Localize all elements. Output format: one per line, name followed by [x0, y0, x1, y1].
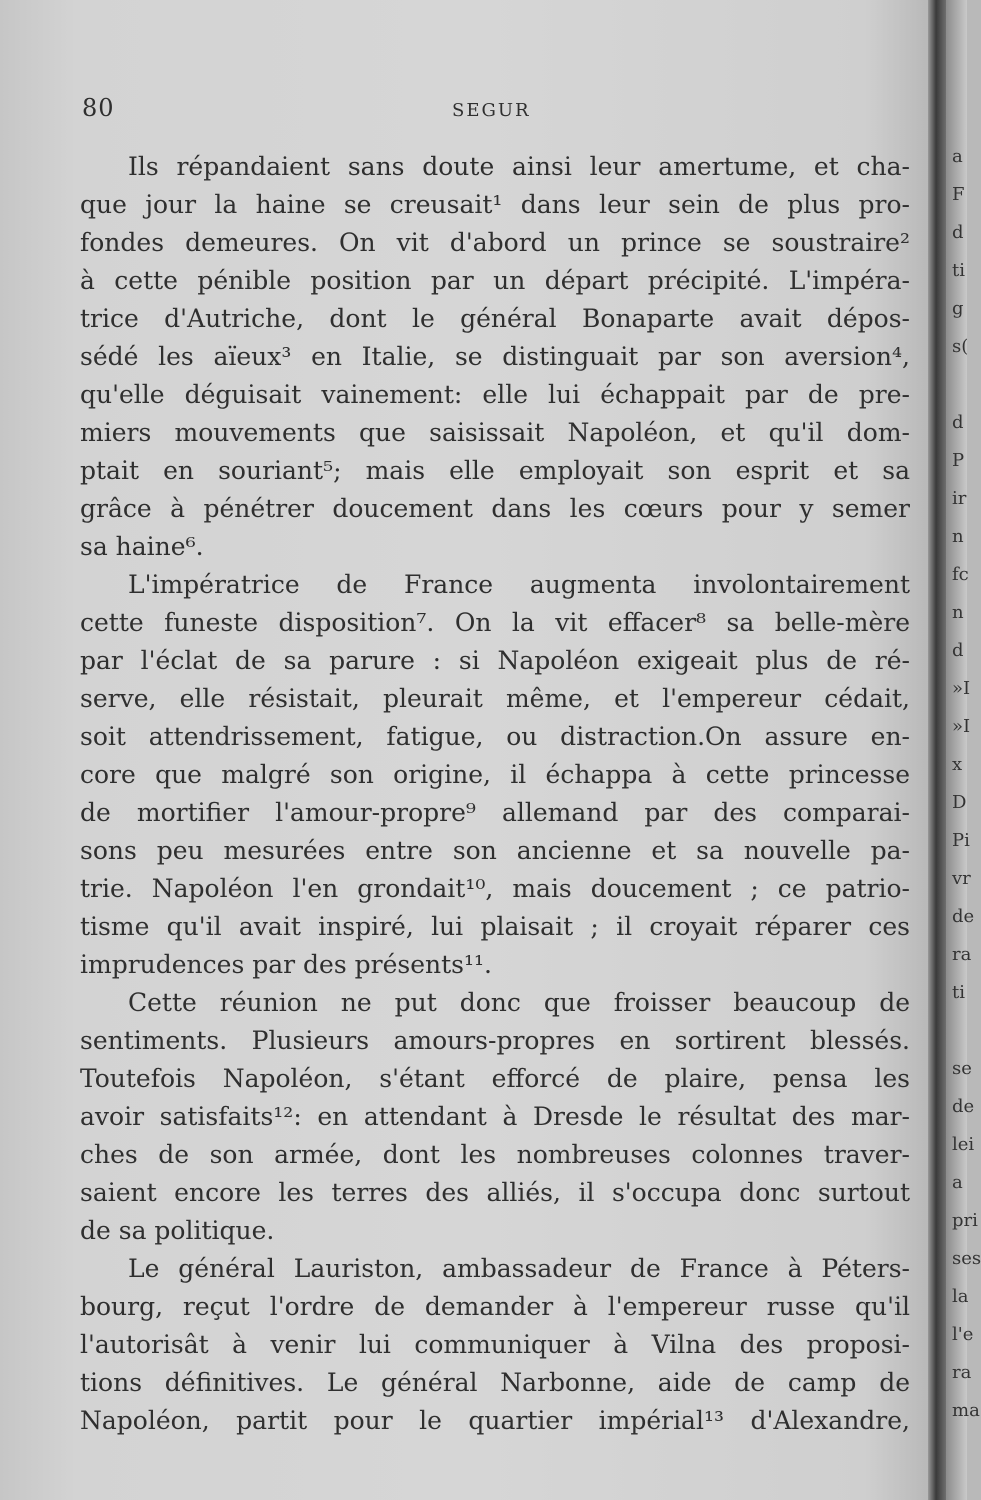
text-line: sons peu mesurées entre son ancienne et sa nouvelle pa-: [80, 836, 910, 865]
book-gutter: [928, 0, 946, 1500]
text-line: qu'elle déguisait vainement: elle lui échappait par de pre-: [80, 380, 910, 409]
text-line: Cette réunion ne put donc que froisser beaucoup de: [128, 988, 910, 1017]
text-line: Toutefois Napoléon, s'étant efforcé de plaire, pensa les: [80, 1064, 910, 1093]
facing-page-fragment: ra: [952, 1362, 972, 1383]
facing-page-fragment: de: [952, 1096, 975, 1117]
facing-page-fragment: a: [952, 146, 963, 167]
text-line: avoir satisfaits¹²: en attendant à Dresde le résultat des mar-: [80, 1102, 910, 1131]
facing-page-fragment: D: [952, 792, 967, 813]
facing-page-fragment: de: [952, 906, 975, 927]
text-line: cette funeste disposition⁷. On la vit effacer⁸ sa belle-mère: [80, 608, 910, 637]
text-line: fondes demeures. On vit d'abord un prince se soustraire²: [80, 228, 910, 257]
facing-page-fragment: ses: [952, 1248, 981, 1269]
facing-page-fragment: d: [952, 412, 964, 433]
text-line: de mortifier l'amour-propre⁹ allemand par des comparai-: [80, 798, 910, 827]
text-line: ches de son armée, dont les nombreuses colonnes traver-: [80, 1140, 910, 1169]
facing-page-edge: [946, 0, 981, 1500]
text-line: à cette pénible position par un départ précipité. L'impéra-: [80, 266, 910, 295]
facing-page-fragment: la: [952, 1286, 969, 1307]
facing-page-fragment: d: [952, 640, 964, 661]
text-line: par l'éclat de sa parure : si Napoléon exigeait plus de ré-: [80, 646, 910, 675]
paragraph-3: [80, 984, 910, 1250]
facing-page-fragment: P: [952, 450, 965, 471]
text-line: de sa politique.: [80, 1216, 275, 1245]
paragraph-2: [80, 566, 910, 984]
text-line: tisme qu'il avait inspiré, lui plaisait ; il croyait réparer ces: [80, 912, 910, 941]
facing-page-fragment: fc: [952, 564, 969, 585]
facing-page-fragment: l'e: [952, 1324, 974, 1345]
text-line: l'autorisât à venir lui communiquer à Vilna des proposi-: [80, 1330, 910, 1359]
facing-page-fragment: n: [952, 602, 964, 623]
paragraph-1: [80, 148, 910, 566]
facing-page-fragment: ti: [952, 260, 965, 281]
text-line: Le général Lauriston, ambassadeur de France à Péters-: [128, 1254, 910, 1283]
facing-page-fragment: pri: [952, 1210, 978, 1231]
paragraph-4: [80, 1250, 910, 1440]
facing-page-fragment: a: [952, 1172, 963, 1193]
text-line: sa haine⁶.: [80, 532, 204, 561]
text-line: L'impératrice de France augmenta involontairement: [128, 570, 910, 599]
facing-page-fragment: d: [952, 222, 964, 243]
text-line: Ils répandaient sans doute ainsi leur amertume, et cha-: [128, 152, 910, 181]
facing-page-fragment: ma: [952, 1400, 980, 1421]
text-line: Napoléon, partit pour le quartier impérial¹³ d'Alexandre,: [80, 1406, 910, 1435]
facing-page-fragment: lei: [952, 1134, 975, 1155]
text-line: trie. Napoléon l'en grondait¹⁰, mais doucement ; ce patrio-: [80, 874, 910, 903]
text-line: imprudences par des présents¹¹.: [80, 950, 492, 979]
text-line: soit attendrissement, fatigue, ou distraction.On assure en-: [80, 722, 910, 751]
facing-page-fragment: vr: [952, 868, 971, 889]
text-line: sentiments. Plusieurs amours-propres en sortirent blessés.: [80, 1026, 910, 1055]
text-line: miers mouvements que saisissait Napoléon, et qu'il dom-: [80, 418, 910, 447]
text-line: bourg, reçut l'ordre de demander à l'empereur russe qu'il: [80, 1292, 910, 1321]
text-line: core que malgré son origine, il échappa à cette princesse: [80, 760, 910, 789]
facing-page-fragment: F: [952, 184, 965, 205]
facing-page-fragment: Pi: [952, 830, 970, 851]
running-head: SEGUR: [452, 100, 531, 121]
text-line: serve, elle résistait, pleurait même, et l'empereur cédait,: [80, 684, 910, 713]
facing-page-fragment: ra: [952, 944, 972, 965]
text-line: ptait en souriant⁵; mais elle employait son esprit et sa: [80, 456, 910, 485]
text-line: grâce à pénétrer doucement dans les cœurs pour y semer: [80, 494, 910, 523]
text-line: tions définitives. Le général Narbonne, aide de camp de: [80, 1368, 910, 1397]
facing-page-fragment: »I: [952, 716, 971, 737]
text-line: saient encore les terres des alliés, il s'occupa donc surtout: [80, 1178, 910, 1207]
facing-page-fragment: ir: [952, 488, 967, 509]
page-number: 80: [82, 94, 115, 122]
facing-page-fragment: n: [952, 526, 964, 547]
facing-page-fragment: se: [952, 1058, 972, 1079]
text-line: trice d'Autriche, dont le général Bonaparte avait dépos-: [80, 304, 910, 333]
facing-page-fragment: g: [952, 298, 964, 319]
facing-page-fragment: »I: [952, 678, 971, 699]
text-line: que jour la haine se creusait¹ dans leur sein de plus pro-: [80, 190, 910, 219]
facing-page-fragment: s(: [952, 336, 969, 357]
text-line: sédé les aïeux³ en Italie, se distinguait par son aversion⁴,: [80, 342, 910, 371]
body-text: [80, 148, 910, 1440]
facing-page-fragment: ti: [952, 982, 965, 1003]
facing-page-fragment: x: [952, 754, 963, 775]
